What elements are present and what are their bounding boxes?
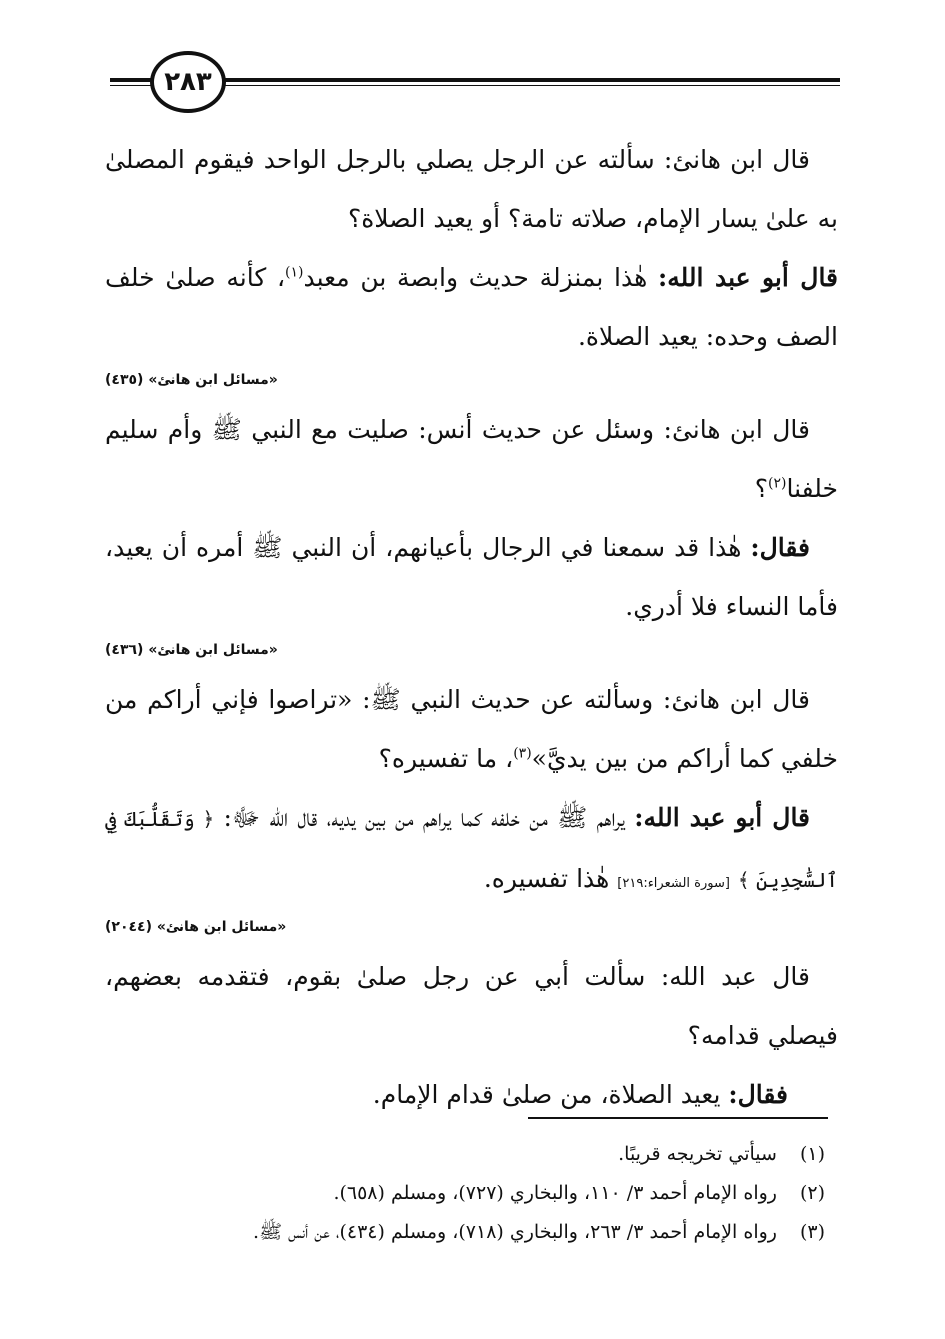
footnote-text: رواه الإمام أحمد ٣/ ١١٠، والبخاري (٧٢٧)، ومسلم (٦٥٨). [333, 1182, 777, 1204]
speaker-label: فقال: [728, 1080, 788, 1109]
footnote-number: (١) [799, 1143, 825, 1165]
paragraph-2-text-b: ، كأنه صلىٰ خلف الصف وحده: يعيد الصلاة. [105, 263, 838, 351]
footnotes [105, 1135, 825, 1252]
main-text [105, 130, 838, 1124]
paragraph-6-text-a: يراهم ﷺ من خلفه كما يراهم من بين يديه، قال الله ﷻ: [214, 803, 635, 832]
paragraph-5 [105, 670, 838, 788]
page-header [110, 48, 840, 108]
paragraph-1 [105, 130, 838, 248]
footnote-separator [528, 1117, 828, 1119]
footnote-2 [105, 1174, 825, 1213]
paragraph-8-text: يعيد الصلاة، من صلىٰ قدام الإمام. [372, 1080, 729, 1109]
speaker-label: فقال: [750, 533, 810, 562]
paragraph-7-text: قال عبد الله: سألت أبي عن رجل صلىٰ بقوم، فتقدمه بعضهم، فيصلي قدامه؟ [105, 962, 838, 1050]
paragraph-6-text-b: هٰذا تفسيره. [483, 864, 618, 893]
paragraph-6 [105, 788, 838, 913]
source-citation-3: «مسائل ابن هانئ» (٢٠٤٤) [105, 919, 287, 935]
paragraph-2-text-a: هٰذا بمنزلة حديث وابصة بن معبد [303, 263, 659, 292]
source-citation-1: «مسائل ابن هانئ» (٤٣٥) [105, 372, 278, 388]
paragraph-7 [105, 947, 838, 1065]
page-number-badge [150, 51, 226, 113]
footnote-ref-1: (١) [285, 264, 304, 281]
paragraph-8 [105, 1065, 838, 1124]
source-citation-2: «مسائل ابن هانئ» (٤٣٦) [105, 642, 278, 658]
paragraph-2 [105, 248, 838, 366]
footnote-1 [105, 1135, 825, 1174]
quran-verse: ﴿ وَتَقَلُّبَكَ فِي ٱلسَّٰجِدِينَ ﴾ [105, 807, 838, 892]
paragraph-5-text-a: قال ابن هانئ: وسألته عن حديث النبي ﷺ: «تراصوا فإني أراكم من خلفي كما أراكم من بين يديَّ» [105, 685, 838, 773]
footnote-text: رواه الإمام أحمد ٣/ ٢٦٣، والبخاري (٧١٨)، ومسلم (٤٣٤)، عن أنس ﷺ. [253, 1221, 777, 1243]
footnote-number: (٢) [799, 1182, 825, 1204]
paragraph-4-text: هٰذا قد سمعنا في الرجال بأعيانهم، أن النبي ﷺ أمره أن يعيد، فأما النساء فلا أدري. [105, 533, 838, 621]
paragraph-1-text: قال ابن هانئ: سألته عن الرجل يصلي بالرجل الواحد فيقوم المصلىٰ به علىٰ يسار الإمام، صلاته تامة؟ أو يعيد الصلاة؟ [105, 145, 838, 233]
footnote-ref-2: (٢) [767, 475, 787, 492]
sura-reference: [سورة الشعراء:٢١٩] [617, 876, 730, 891]
page-number: ٢٨٣ [164, 67, 212, 97]
footnote-3 [105, 1213, 825, 1252]
paragraph-3-text-b: ؟ [754, 474, 768, 503]
footnote-ref-3: (٣) [513, 745, 532, 762]
speaker-label: قال أبو عبد الله: [634, 803, 811, 832]
speaker-label: قال أبو عبد الله: [658, 263, 839, 292]
paragraph-3 [105, 400, 838, 518]
footnote-number: (٣) [799, 1221, 825, 1243]
paragraph-5-text-b: ، ما تفسيره؟ [378, 744, 514, 773]
paragraph-3-text-a: قال ابن هانئ: وسئل عن حديث أنس: صليت مع النبي ﷺ وأم سليم خلفنا [105, 415, 838, 503]
paragraph-4 [105, 518, 838, 636]
footnote-text: سيأتي تخريجه قريبًا. [618, 1143, 777, 1165]
